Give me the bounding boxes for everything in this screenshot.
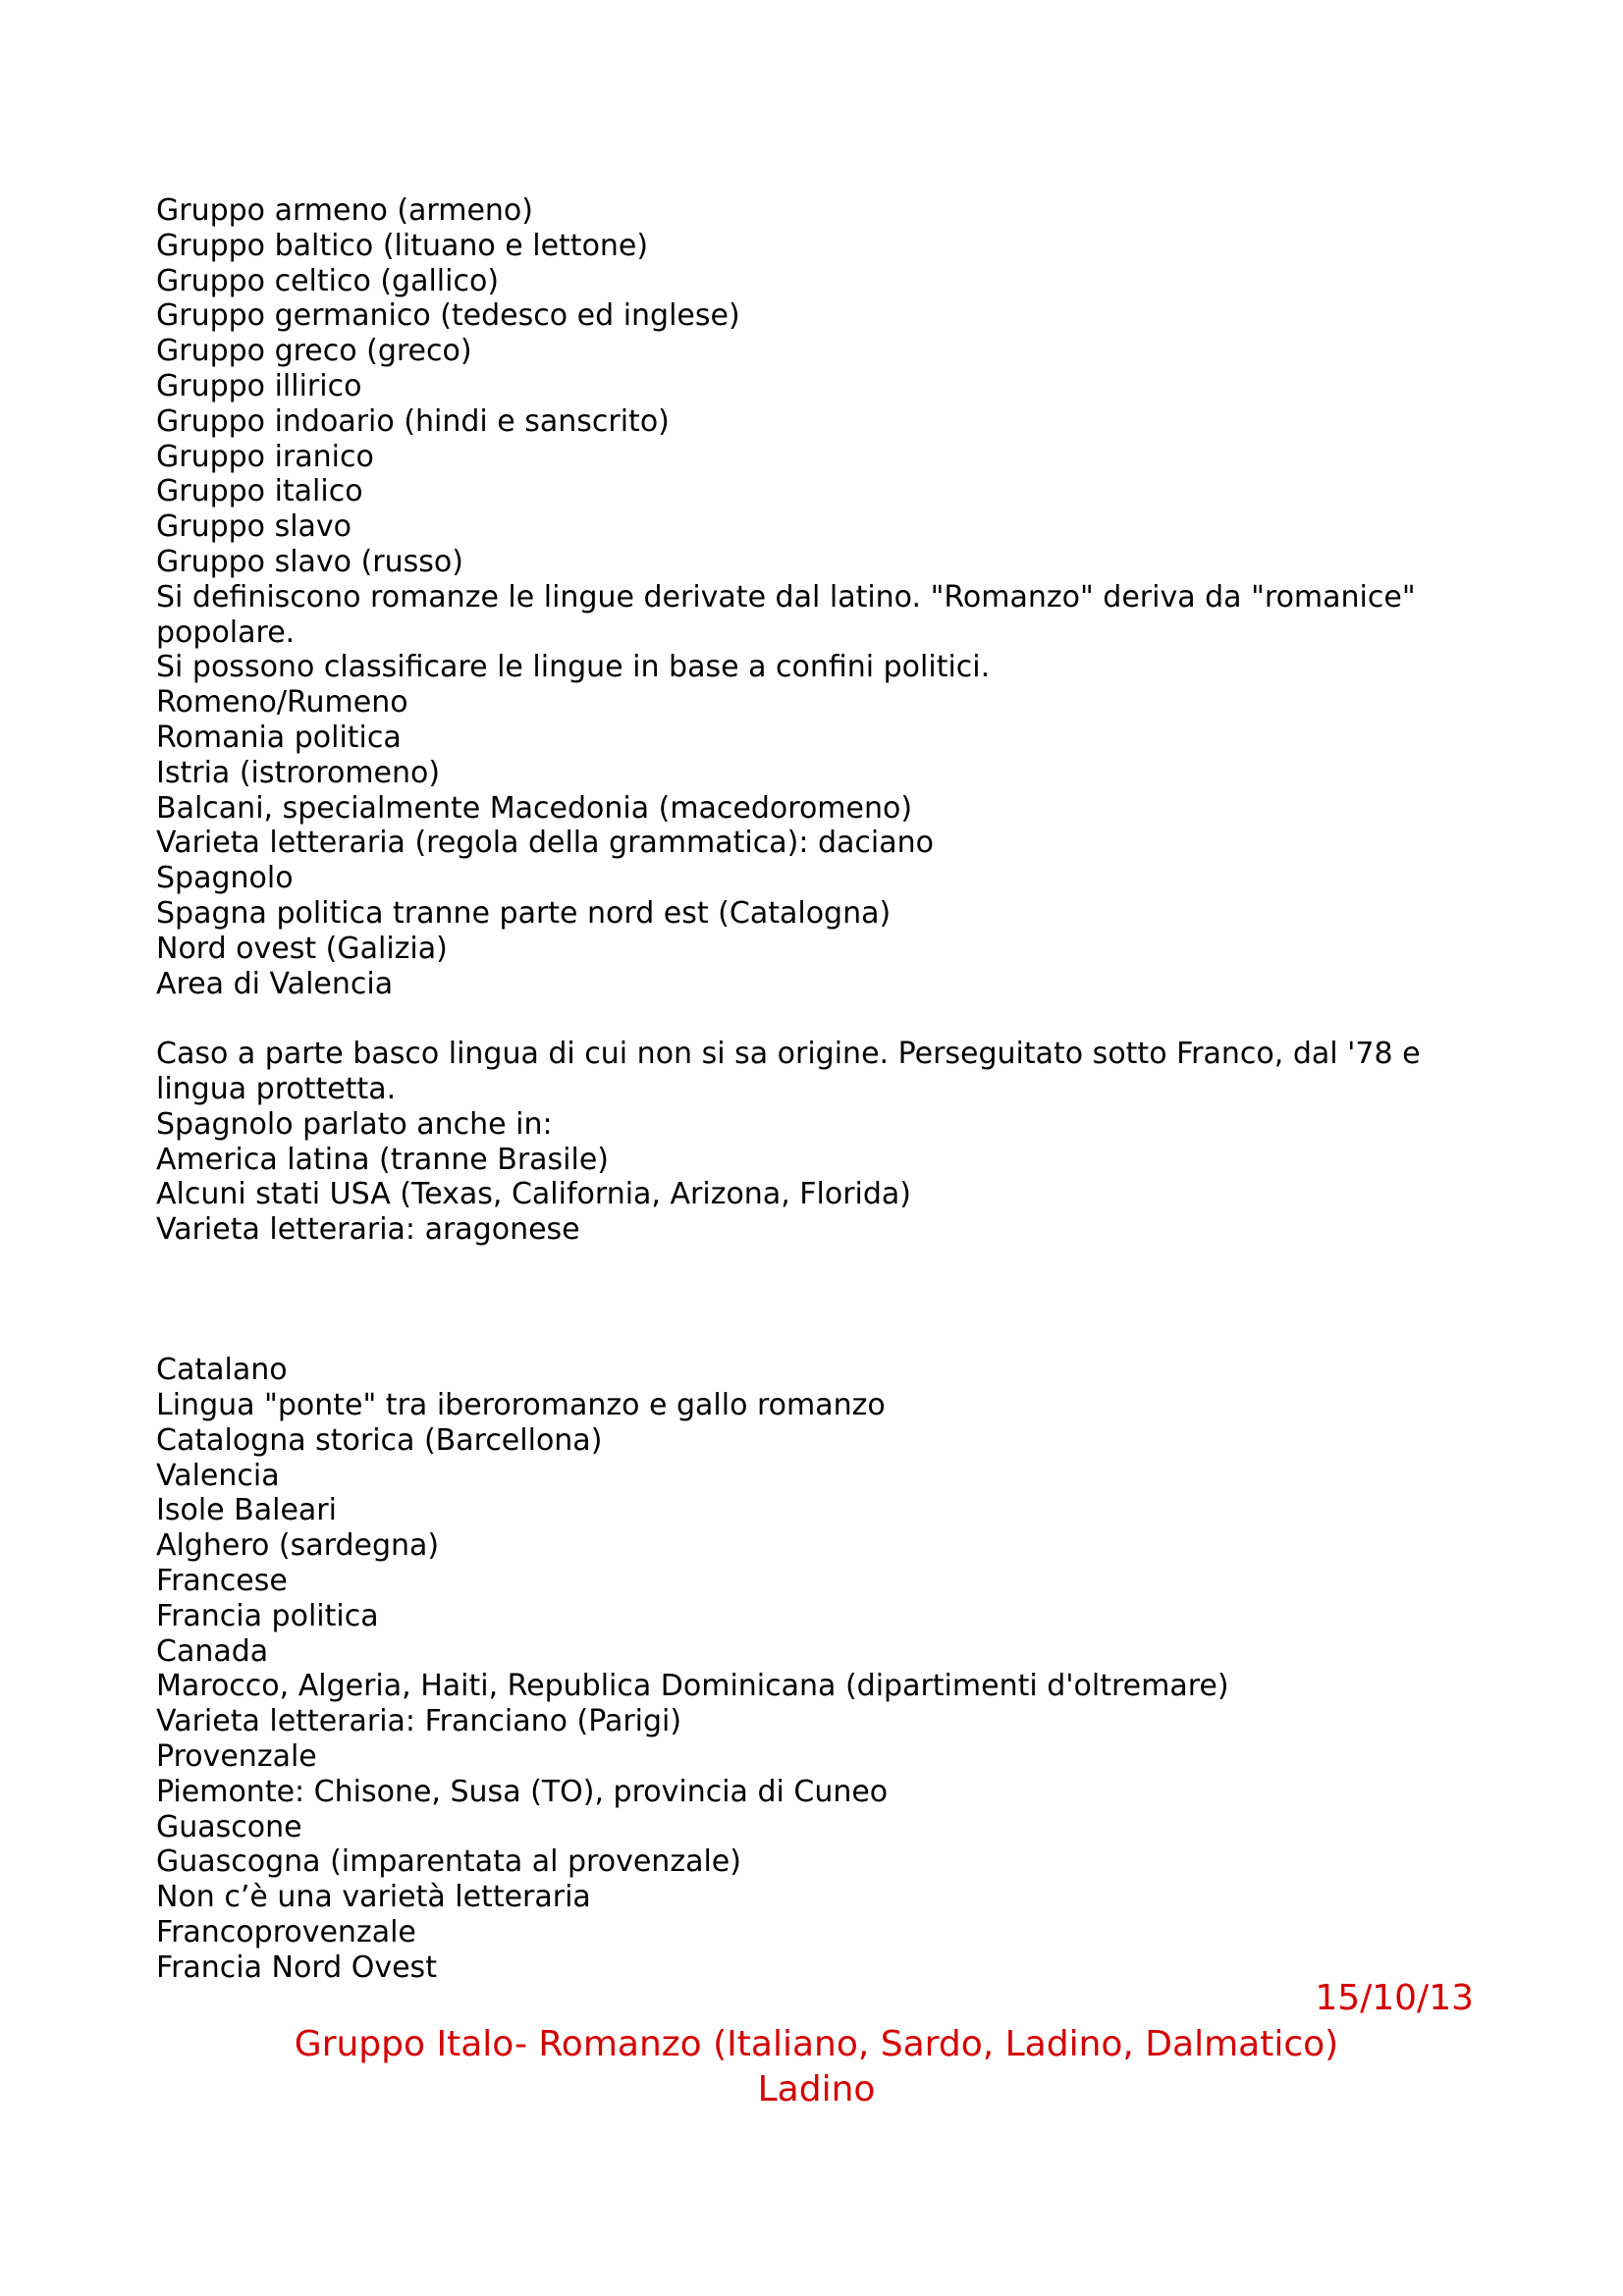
text-line: Provenzale	[156, 1739, 317, 1775]
text-line: Francia politica	[156, 1598, 379, 1633]
text-line: Francoprovenzale	[156, 1915, 416, 1950]
text-line: Alghero (sardegna)	[156, 1528, 440, 1564]
text-line: Istria (istroromeno)	[156, 755, 441, 790]
romanze-definition-paragraph: Si definiscono romanze le lingue derivate dal latino. "Romanzo" deriva da "romanice" popolare.	[156, 579, 1416, 650]
text-line: Varieta letteraria: aragonese	[156, 1212, 580, 1248]
text-line: Si possono classificare le lingue in base a confini politici.	[156, 650, 991, 685]
blank-line	[156, 1001, 1472, 1037]
text-line: America latina (tranne Brasile)	[156, 1142, 610, 1177]
text-line: Gruppo armeno (armeno)	[156, 193, 533, 228]
text-line: Gruppo baltico (lituano e lettone)	[156, 228, 649, 263]
blank-lines	[156, 1248, 1472, 1353]
text-line: Francia Nord Ovest	[156, 1949, 437, 1985]
text-line: Gruppo iranico	[156, 439, 374, 474]
text-line: Catalano	[156, 1353, 288, 1388]
text-line: Non c’è una varietà letteraria	[156, 1880, 591, 1915]
text-line: Gruppo greco (greco)	[156, 334, 472, 369]
text-line: Gruppo celtico (gallico)	[156, 263, 500, 298]
text-line: Gruppo slavo	[156, 509, 352, 545]
text-line: Guascogna (imparentata al provenzale)	[156, 1844, 741, 1880]
text-line: Varieta letteraria (regola della grammatica): daciano	[156, 826, 934, 861]
text-line: Gruppo indoario (hindi e sanscrito)	[156, 403, 670, 439]
text-line: Romeno/Rumeno	[156, 685, 408, 721]
text-line: Guascone	[156, 1809, 302, 1844]
text-line: Varieta letteraria: Franciano (Parigi)	[156, 1704, 682, 1739]
text-line: Marocco, Algeria, Haiti, Republica Dominicana (dipartimenti d'oltremare)	[156, 1669, 1229, 1704]
text-line: Piemonte: Chisone, Susa (TO), provincia di Cuneo	[156, 1774, 889, 1809]
basco-paragraph: Caso a parte basco lingua di cui non si sa origine. Perseguitato sotto Franco, dal '78 e lingua prottetta.	[156, 1037, 1421, 1106]
text-line: Gruppo slavo (russo)	[156, 544, 463, 579]
text-line: Valencia	[156, 1458, 280, 1493]
text-line: Gruppo italico	[156, 474, 363, 509]
section-subheading: Ladino	[757, 2069, 876, 2109]
lesson-date: 15/10/13	[1315, 1978, 1474, 2018]
text-line: Spagnolo parlato anche in:	[156, 1106, 553, 1142]
text-line: Gruppo illirico	[156, 368, 362, 403]
text-line: Gruppo germanico (tedesco ed inglese)	[156, 298, 740, 334]
text-line: Isole Baleari	[156, 1493, 337, 1528]
notes-body	[156, 193, 1472, 1986]
text-line: Spagnolo	[156, 861, 294, 896]
text-line: Nord ovest (Galizia)	[156, 931, 448, 966]
text-line: Alcuni stati USA (Texas, California, Arizona, Florida)	[156, 1177, 912, 1212]
text-line: Romania politica	[156, 720, 402, 755]
text-line: Balcani, specialmente Macedonia (macedoromeno)	[156, 790, 913, 826]
text-line: Spagna politica tranne parte nord est (Catalogna)	[156, 895, 892, 931]
text-line: Lingua "ponte" tra iberoromanzo e gallo romanzo	[156, 1388, 886, 1423]
text-line: Francese	[156, 1564, 288, 1599]
text-line: Canada	[156, 1633, 269, 1669]
text-line: Area di Valencia	[156, 966, 394, 1001]
section-heading: Gruppo Italo- Romanzo (Italiano, Sardo, Ladino, Dalmatico)	[294, 2024, 1339, 2064]
text-line: Catalogna storica (Barcellona)	[156, 1422, 603, 1458]
